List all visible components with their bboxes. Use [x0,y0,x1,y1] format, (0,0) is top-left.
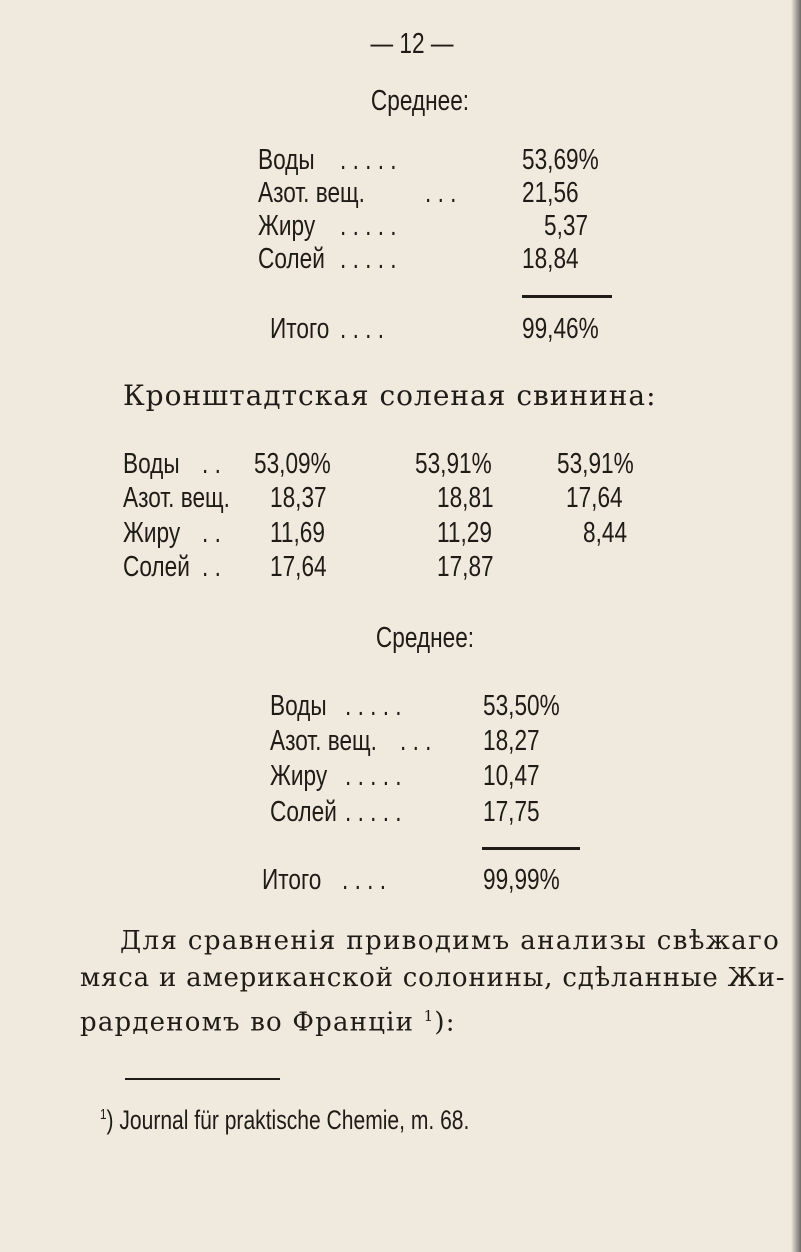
row-dots: . . . . . [345,690,402,722]
paragraph-line [80,1000,456,1039]
footnote-mark: 1 [100,1106,107,1123]
cell-sample-1: 53,09% [254,448,331,480]
row-dots: . . . . . [340,243,397,275]
row-dots: . . . . . [345,796,402,828]
row-label: Воды [258,144,315,176]
cell-sample-3: 17,64 [566,482,623,514]
paragraph-line: мяса и американской солонины, сдѣланные Жи- [80,963,786,993]
section1-heading: Среднее: [370,85,470,117]
total-label: Итого [270,313,330,345]
row-dots: . . . [425,177,457,209]
footnote [100,1100,469,1135]
row-label: Жиру [258,210,316,242]
row-label: Жиру [270,760,328,792]
cell-sample-1: 17,64 [270,551,327,583]
cell-sample-1: 18,37 [270,482,327,514]
cell-sample-3: 8,44 [583,517,628,549]
total-value: 99,46% [522,313,599,345]
row-label: Солей [258,243,325,275]
total-dots: . . . . [342,864,386,896]
row-label: Жиру [123,517,181,549]
total-label: Итого [262,864,322,896]
row-label: Солей [123,551,190,583]
row-value: 17,75 [483,796,540,828]
row-label: Солей [270,796,337,828]
row-dots: . . [202,448,221,480]
cell-sample-2: 11,29 [437,517,492,549]
row-label: Азот. вещ. [258,177,365,209]
row-value: 10,47 [483,760,540,792]
row-dots: . . . . . [345,760,402,792]
sum-rule [482,847,580,850]
row-value: 53,69% [522,144,599,176]
footnote-reference: 1 [423,1007,435,1025]
page-number: — 12 — [370,28,454,60]
row-value: 21,56 [522,177,579,209]
cell-sample-2: 53,91% [415,448,492,480]
cell-sample-1: 11,69 [270,517,325,549]
row-label: Азот. вещ. [270,725,377,757]
total-value: 99,99% [483,864,560,896]
footnote-text: ) Journal für praktische Chemie, m. 68. [106,1105,470,1135]
row-value: 18,84 [522,243,579,275]
row-dots: . . . [400,725,432,757]
row-value: 53,50% [483,690,560,722]
row-dots: . . . . . [340,144,397,176]
paragraph-line: Для сравненія приводимъ анализы свѣжаго [120,926,781,956]
cell-sample-2: 18,81 [437,482,494,514]
section3-heading: Среднее: [375,622,475,654]
footnote-rule [125,1078,280,1080]
row-label: Азот. вещ. [123,482,230,514]
sum-rule [522,295,612,298]
paragraph-text-end: ): [434,1007,456,1038]
row-label: Воды [123,448,180,480]
section2-heading: Кронштадтская соленая свинина: [123,379,657,412]
row-label: Воды [270,690,327,722]
row-dots: . . [202,551,221,583]
row-value: 5,37 [544,210,589,242]
row-dots: . . [202,517,221,549]
row-value: 18,27 [483,725,540,757]
total-dots: . . . . [340,313,384,345]
cell-sample-3: 53,91% [557,448,634,480]
page-edge-shadow [791,0,801,1252]
row-dots: . . . . . [340,210,397,242]
paragraph-text: рарденомъ во Франціи [80,1007,424,1038]
cell-sample-2: 17,87 [437,551,494,583]
